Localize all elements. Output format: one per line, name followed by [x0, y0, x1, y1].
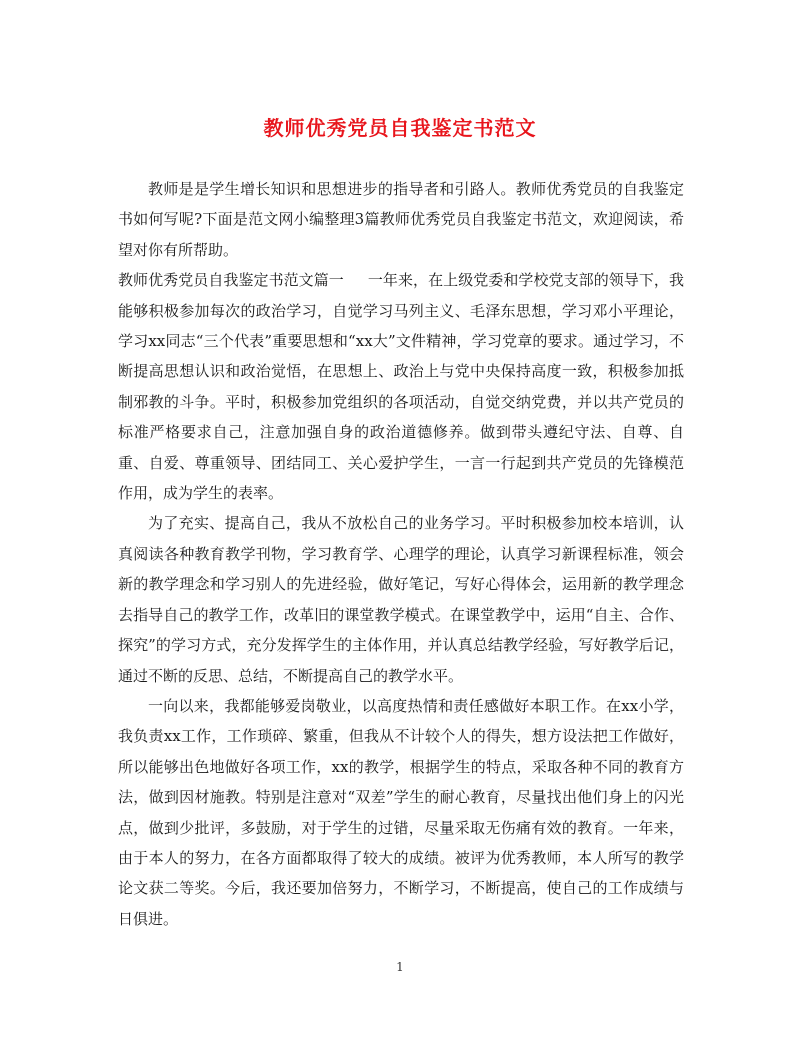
- document-body: [118, 174, 684, 934]
- section-paragraph: [118, 265, 684, 508]
- page-number: 1: [396, 960, 404, 974]
- work-paragraph: 一向以来，我都能够爱岗敬业，以高度热情和责任感做好本职工作。在xx小学，我负责xx工作，工作琐碎、繁重，但我从不计较个人的得失，想方设法把工作做好，所以能够出色地做好各项工作，xx的教学，根据学生的特点，采取各种不同的教育方法，做到因材施教。特别是注意对“双差”学生的耐心教育，尽量找出他们身上的闪光点，做到少批评，多鼓励，对于学生的过错，尽量采取无伤痛有效的教育。一年来，由于本人的努力，在各方面都取得了较大的成绩。被评为优秀教师，本人所写的教学论文获二等奖。今后，我还要加倍努力，不断学习，不断提高，使自己的工作成绩与日俱进。: [118, 696, 684, 928]
- section-heading: 教师优秀党员自我鉴定书范文篇一: [118, 271, 344, 290]
- section-text: 一年来，在上级党委和学校党支部的领导下，我能够积极参加每次的政治学习，自觉学习马列主义、毛泽东思想，学习邓小平理论，学习xx同志“三个代表”重要思想和“xx大”文件精神，学习党章的要求。通过学习，不断提高思想认识和政治觉悟，在思想上、政治上与党中央保持高度一致，积极参加抵制邪教的斗争。平时，积极参加党组织的各项活动，自觉交纳党费，并以共产党员的标准严格要求自己，注意加强自身的政治道德修养。做到带头遵纪守法、自尊、自重、自爱、尊重领导、团结同工、关心爱护学生，一言一行起到共产党员的先锋模范作用，成为学生的表率。: [118, 271, 684, 503]
- intro-paragraph: 教师是是学生增长知识和思想进步的指导者和引路人。教师优秀党员的自我鉴定书如何写呢?下面是范文网小编整理3篇教师优秀党员自我鉴定书范文，欢迎阅读，希望对你有所帮助。: [118, 180, 684, 259]
- study-paragraph: 为了充实、提高自己，我从不放松自己的业务学习。平时积极参加校本培训，认真阅读各种教育教学刊物，学习教育学、心理学的理论，认真学习新课程标准，领会新的教学理念和学习别人的先进经验，做好笔记，写好心得体会，运用新的教学理念去指导自己的教学工作，改革旧的课堂教学模式。在课堂教学中，运用“自主、合作、探究”的学习方式，充分发挥学生的主体作用，并认真总结教学经验，写好教学后记，通过不断的反思、总结，不断提高自己的教学水平。: [118, 514, 684, 685]
- page-title: 教师优秀党员自我鉴定书范文: [263, 116, 537, 140]
